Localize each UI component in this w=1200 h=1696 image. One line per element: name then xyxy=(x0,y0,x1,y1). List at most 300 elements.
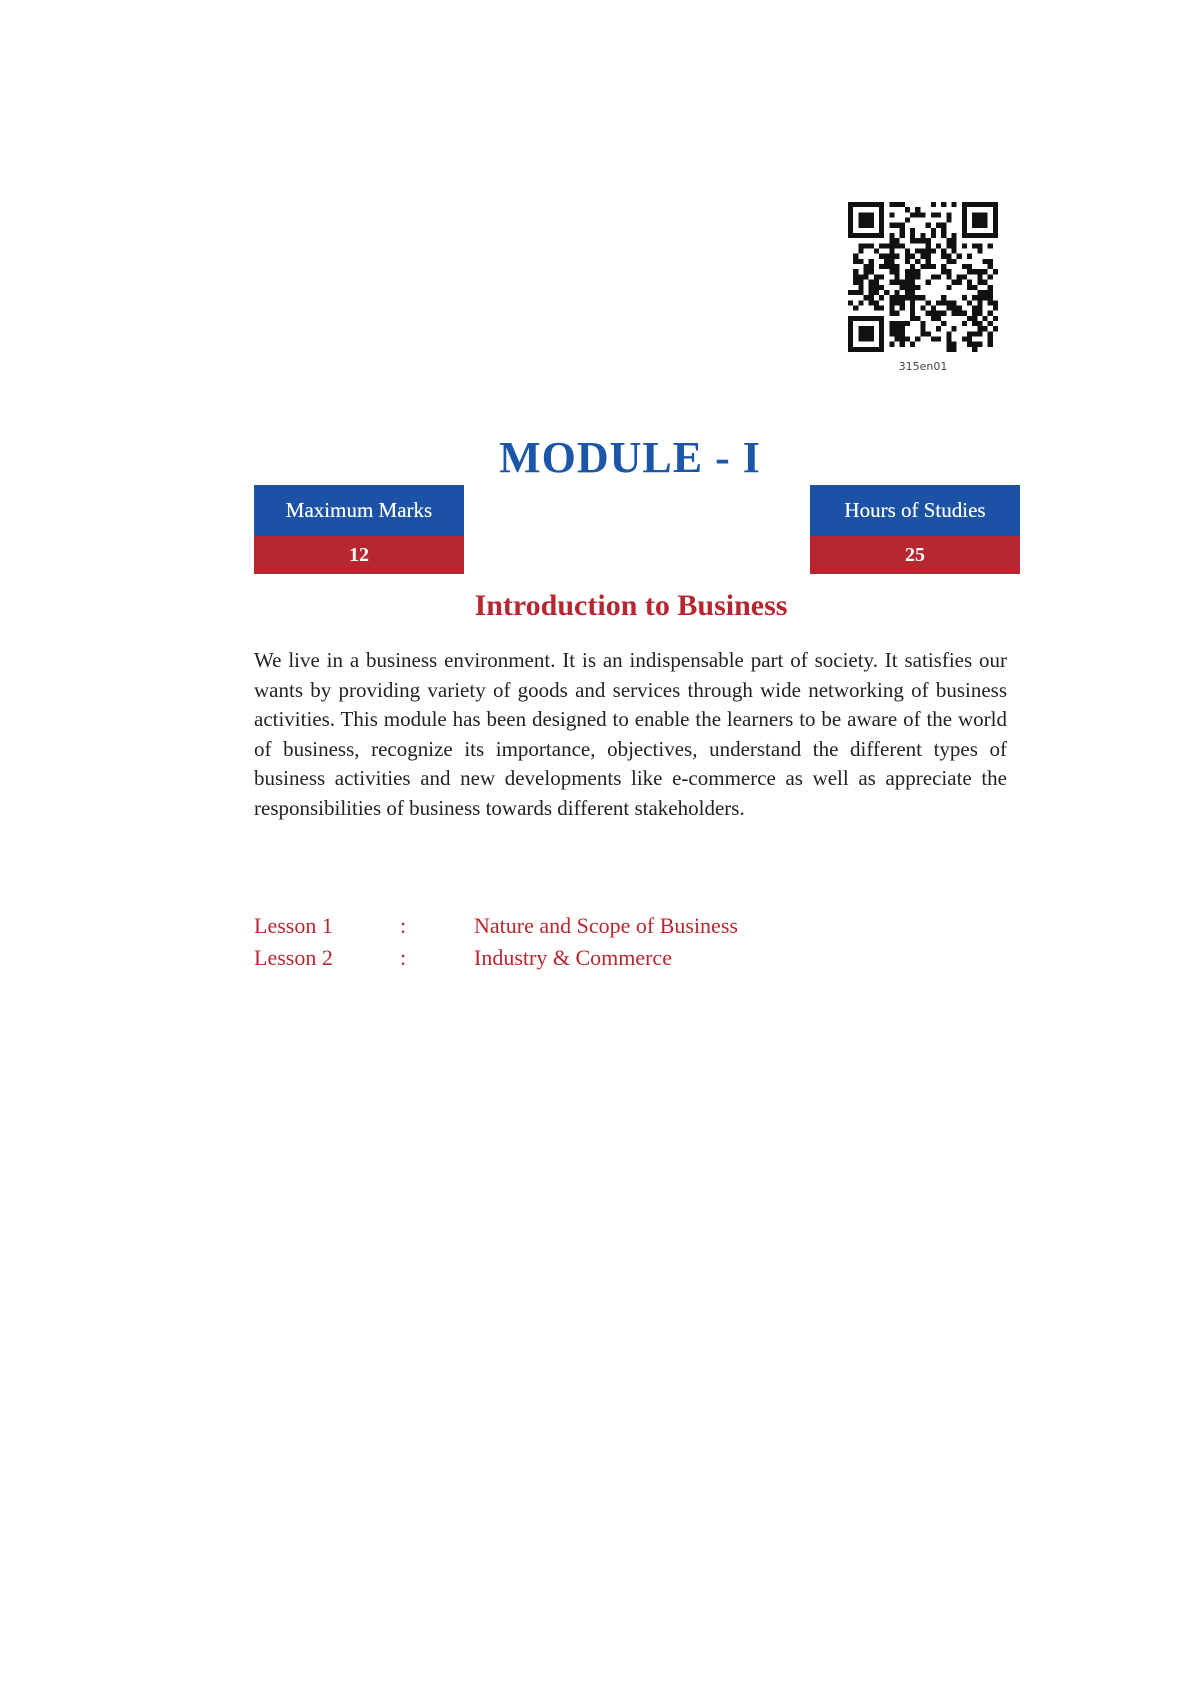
qr-module xyxy=(962,233,967,238)
qr-module xyxy=(915,274,920,279)
qr-module xyxy=(946,212,951,217)
qr-module xyxy=(905,259,910,264)
maximum-marks-box xyxy=(254,485,464,574)
qr-module xyxy=(926,331,931,336)
qr-module xyxy=(972,295,977,300)
qr-module xyxy=(946,254,951,259)
qr-module xyxy=(936,300,941,305)
qr-module xyxy=(957,280,962,285)
qr-module xyxy=(858,290,863,295)
qr-module xyxy=(853,316,858,321)
qr-module xyxy=(962,207,967,212)
qr-module xyxy=(988,259,993,264)
qr-module xyxy=(926,223,931,228)
qr-module xyxy=(879,212,884,217)
qr-module xyxy=(946,259,951,264)
qr-module xyxy=(889,264,894,269)
qr-module xyxy=(915,316,920,321)
qr-module xyxy=(889,300,894,305)
qr-module xyxy=(915,212,920,217)
qr-module xyxy=(869,285,874,290)
qr-module xyxy=(874,290,879,295)
hours-of-studies-value: 25 xyxy=(810,536,1020,574)
qr-module xyxy=(900,280,905,285)
qr-module xyxy=(931,228,936,233)
qr-module xyxy=(910,212,915,217)
qr-module xyxy=(910,305,915,310)
qr-module xyxy=(967,285,972,290)
qr-module xyxy=(858,285,863,290)
qr-module xyxy=(895,254,900,259)
qr-module xyxy=(931,264,936,269)
qr-module xyxy=(869,280,874,285)
qr-module xyxy=(895,321,900,326)
qr-module xyxy=(926,300,931,305)
qr-module xyxy=(941,311,946,316)
qr-module xyxy=(946,238,951,243)
qr-module xyxy=(946,300,951,305)
qr-module xyxy=(858,249,863,254)
qr-module xyxy=(848,202,853,207)
qr-module xyxy=(920,249,925,254)
qr-module xyxy=(864,316,869,321)
qr-module xyxy=(848,233,853,238)
qr-module xyxy=(900,342,905,347)
qr-module xyxy=(895,336,900,341)
qr-module xyxy=(982,233,987,238)
qr-module xyxy=(988,290,993,295)
qr-module xyxy=(910,254,915,259)
qr-module xyxy=(889,321,894,326)
qr-module xyxy=(993,218,998,223)
qr-module xyxy=(957,311,962,316)
qr-module xyxy=(853,280,858,285)
qr-module xyxy=(910,238,915,243)
maximum-marks-value: 12 xyxy=(254,536,464,574)
qr-module xyxy=(858,202,863,207)
qr-module xyxy=(869,243,874,248)
qr-module xyxy=(967,342,972,347)
qr-module xyxy=(972,311,977,316)
qr-module xyxy=(895,202,900,207)
qr-module xyxy=(869,316,874,321)
qr-module xyxy=(858,259,863,264)
qr-module xyxy=(879,342,884,347)
qr-module xyxy=(951,243,956,248)
qr-module xyxy=(988,321,993,326)
qr-module xyxy=(905,285,910,290)
qr-module xyxy=(853,269,858,274)
qr-module xyxy=(941,300,946,305)
qr-module xyxy=(879,218,884,223)
qr-module xyxy=(895,264,900,269)
section-heading: Introduction to Business xyxy=(474,589,788,622)
qr-module xyxy=(900,326,905,331)
qr-module xyxy=(972,243,977,248)
qr-module xyxy=(853,274,858,279)
qr-module xyxy=(858,280,863,285)
qr-module xyxy=(879,254,884,259)
qr-module xyxy=(905,269,910,274)
qr-module xyxy=(910,300,915,305)
qr-module xyxy=(895,274,900,279)
qr-module xyxy=(977,218,982,223)
qr-module xyxy=(920,331,925,336)
qr-module xyxy=(962,223,967,228)
qr-module xyxy=(889,238,894,243)
qr-module xyxy=(874,249,879,254)
qr-module xyxy=(957,305,962,310)
qr-module xyxy=(900,295,905,300)
qr-module xyxy=(900,202,905,207)
qr-module xyxy=(879,305,884,310)
qr-module xyxy=(967,264,972,269)
qr-module xyxy=(926,280,931,285)
qr-module xyxy=(910,264,915,269)
qr-module xyxy=(962,311,967,316)
qr-module xyxy=(951,280,956,285)
qr-module xyxy=(977,290,982,295)
qr-module xyxy=(967,202,972,207)
qr-module xyxy=(884,290,889,295)
qr-module xyxy=(879,347,884,352)
qr-module xyxy=(879,326,884,331)
qr-module xyxy=(941,249,946,254)
qr-module xyxy=(853,259,858,264)
hours-of-studies-box xyxy=(810,485,1020,574)
qr-module xyxy=(977,269,982,274)
qr-module xyxy=(900,331,905,336)
qr-module xyxy=(972,285,977,290)
qr-module xyxy=(951,347,956,352)
qr-module xyxy=(864,243,869,248)
qr-module xyxy=(910,290,915,295)
qr-module xyxy=(895,280,900,285)
qr-module xyxy=(988,274,993,279)
qr-module xyxy=(858,326,863,331)
qr-module xyxy=(972,331,977,336)
qr-module xyxy=(967,280,972,285)
qr-module xyxy=(926,238,931,243)
qr-module xyxy=(853,254,858,259)
qr-module xyxy=(910,295,915,300)
qr-module xyxy=(889,305,894,310)
qr-module xyxy=(931,233,936,238)
qr-module xyxy=(962,212,967,217)
qr-module xyxy=(879,331,884,336)
qr-module xyxy=(972,316,977,321)
qr-module xyxy=(910,228,915,233)
qr-module xyxy=(910,274,915,279)
qr-module xyxy=(977,274,982,279)
qr-module xyxy=(869,218,874,223)
hours-of-studies-label: Hours of Studies xyxy=(810,485,1020,536)
qr-module xyxy=(879,243,884,248)
qr-module xyxy=(900,243,905,248)
qr-module xyxy=(931,212,936,217)
qr-module xyxy=(977,305,982,310)
qr-module xyxy=(858,331,863,336)
qr-module xyxy=(951,202,956,207)
qr-module xyxy=(951,326,956,331)
qr-module xyxy=(848,207,853,212)
qr-module xyxy=(889,249,894,254)
qr-module xyxy=(889,295,894,300)
qr-module xyxy=(900,321,905,326)
qr-code-block xyxy=(848,202,998,373)
qr-module xyxy=(993,228,998,233)
qr-module xyxy=(972,347,977,352)
qr-module xyxy=(869,326,874,331)
qr-module xyxy=(941,223,946,228)
qr-module xyxy=(848,342,853,347)
qr-module xyxy=(864,202,869,207)
qr-module xyxy=(926,311,931,316)
qr-module xyxy=(858,233,863,238)
qr-module xyxy=(988,243,993,248)
qr-module xyxy=(915,269,920,274)
qr-module xyxy=(946,243,951,248)
lesson-separator: : xyxy=(400,945,407,970)
qr-module xyxy=(936,336,941,341)
qr-module xyxy=(936,311,941,316)
qr-module xyxy=(874,274,879,279)
qr-module xyxy=(977,233,982,238)
qr-module xyxy=(977,342,982,347)
qr-module xyxy=(967,316,972,321)
qr-module xyxy=(910,342,915,347)
qr-module xyxy=(946,342,951,347)
qr-module xyxy=(895,290,900,295)
qr-module xyxy=(972,305,977,310)
qr-module xyxy=(931,311,936,316)
qr-module xyxy=(910,280,915,285)
qr-module xyxy=(967,254,972,259)
qr-module xyxy=(895,223,900,228)
qr-module xyxy=(920,305,925,310)
qr-module xyxy=(977,331,982,336)
qr-module xyxy=(993,202,998,207)
qr-module xyxy=(977,295,982,300)
qr-module xyxy=(869,331,874,336)
qr-module xyxy=(889,331,894,336)
qr-module xyxy=(869,347,874,352)
qr-module xyxy=(889,233,894,238)
qr-module xyxy=(848,223,853,228)
qr-module xyxy=(951,311,956,316)
qr-module xyxy=(993,305,998,310)
qr-module xyxy=(951,342,956,347)
lesson-separator: : xyxy=(400,913,407,938)
qr-module xyxy=(905,336,910,341)
qr-module xyxy=(884,259,889,264)
qr-module xyxy=(982,295,987,300)
qr-module xyxy=(967,300,972,305)
qr-module xyxy=(869,233,874,238)
qr-module xyxy=(889,243,894,248)
qr-module xyxy=(905,280,910,285)
qr-module xyxy=(941,269,946,274)
qr-module xyxy=(972,269,977,274)
qr-module xyxy=(988,300,993,305)
qr-module xyxy=(977,311,982,316)
lesson-entry xyxy=(254,911,854,941)
qr-module xyxy=(848,347,853,352)
qr-module xyxy=(889,326,894,331)
qr-module xyxy=(962,228,967,233)
qr-module xyxy=(910,311,915,316)
qr-module xyxy=(905,207,910,212)
qr-module xyxy=(905,254,910,259)
qr-module xyxy=(884,243,889,248)
qr-module xyxy=(889,269,894,274)
qr-module xyxy=(977,326,982,331)
qr-module xyxy=(988,311,993,316)
qr-module xyxy=(848,326,853,331)
qr-module xyxy=(895,326,900,331)
qr-module xyxy=(889,223,894,228)
qr-module xyxy=(864,295,869,300)
qr-module xyxy=(848,212,853,217)
qr-module xyxy=(895,238,900,243)
qr-module xyxy=(874,316,879,321)
qr-module xyxy=(879,274,884,279)
qr-module xyxy=(941,321,946,326)
qr-module xyxy=(879,336,884,341)
qr-module xyxy=(869,223,874,228)
qr-module xyxy=(972,202,977,207)
qr-module xyxy=(988,264,993,269)
qr-module xyxy=(946,336,951,341)
qr-module xyxy=(982,280,987,285)
qr-module xyxy=(889,259,894,264)
qr-module xyxy=(864,212,869,217)
qr-module xyxy=(920,238,925,243)
qr-module xyxy=(926,254,931,259)
qr-module xyxy=(874,305,879,310)
qr-module xyxy=(879,295,884,300)
qr-module xyxy=(936,326,941,331)
qr-module xyxy=(864,331,869,336)
qr-module xyxy=(988,295,993,300)
qr-module xyxy=(962,264,967,269)
qr-module xyxy=(946,285,951,290)
qr-module xyxy=(977,243,982,248)
qr-module xyxy=(962,295,967,300)
qr-module xyxy=(895,300,900,305)
qr-module xyxy=(869,269,874,274)
qr-module xyxy=(993,326,998,331)
qr-module xyxy=(941,254,946,259)
qr-module xyxy=(905,249,910,254)
qr-module xyxy=(982,223,987,228)
qr-module xyxy=(853,233,858,238)
qr-module xyxy=(982,269,987,274)
qr-module xyxy=(967,331,972,336)
qr-module xyxy=(848,331,853,336)
qr-module xyxy=(874,280,879,285)
qr-module xyxy=(915,238,920,243)
qr-module xyxy=(988,342,993,347)
qr-module xyxy=(946,331,951,336)
qr-module xyxy=(889,342,894,347)
lesson-title: Nature and Scope of Business xyxy=(474,913,738,938)
qr-module xyxy=(962,321,967,326)
qr-module xyxy=(900,336,905,341)
qr-module xyxy=(879,233,884,238)
qr-module xyxy=(993,207,998,212)
lesson-entry xyxy=(254,943,854,973)
qr-module xyxy=(962,243,967,248)
qr-module xyxy=(889,212,894,217)
qr-module xyxy=(879,264,884,269)
qr-module xyxy=(858,274,863,279)
qr-module xyxy=(889,311,894,316)
qr-module xyxy=(967,233,972,238)
qr-module xyxy=(941,264,946,269)
qr-module xyxy=(864,218,869,223)
qr-module xyxy=(879,223,884,228)
qr-module xyxy=(951,305,956,310)
qr-module xyxy=(864,274,869,279)
qr-module xyxy=(920,295,925,300)
qr-module xyxy=(895,331,900,336)
qr-module xyxy=(869,264,874,269)
qr-module xyxy=(853,305,858,310)
qr-module xyxy=(941,233,946,238)
qr-module xyxy=(972,212,977,217)
qr-module xyxy=(951,233,956,238)
qr-module xyxy=(962,274,967,279)
qr-module xyxy=(993,300,998,305)
qr-module xyxy=(869,290,874,295)
qr-module xyxy=(941,202,946,207)
qr-module xyxy=(905,290,910,295)
qr-module xyxy=(926,249,931,254)
qr-module xyxy=(972,342,977,347)
qr-module xyxy=(900,300,905,305)
lesson-title: Industry & Commerce xyxy=(474,945,672,970)
qr-module xyxy=(848,321,853,326)
qr-module xyxy=(895,269,900,274)
qr-module xyxy=(858,218,863,223)
qr-module xyxy=(853,202,858,207)
qr-module xyxy=(977,212,982,217)
qr-module xyxy=(988,331,993,336)
qr-module xyxy=(848,316,853,321)
qr-module xyxy=(946,218,951,223)
qr-module xyxy=(910,269,915,274)
qr-module xyxy=(864,336,869,341)
qr-module xyxy=(869,202,874,207)
qr-module xyxy=(905,218,910,223)
qr-module xyxy=(910,233,915,238)
qr-module xyxy=(946,347,951,352)
qr-module xyxy=(900,233,905,238)
lesson-number: Lesson 1 xyxy=(254,913,333,938)
qr-module xyxy=(946,269,951,274)
qr-module xyxy=(977,280,982,285)
qr-module xyxy=(869,336,874,341)
qr-module xyxy=(879,202,884,207)
qr-module xyxy=(858,336,863,341)
qr-module xyxy=(884,264,889,269)
qr-module xyxy=(900,228,905,233)
qr-module xyxy=(879,285,884,290)
qr-module xyxy=(946,274,951,279)
qr-module xyxy=(977,321,982,326)
qr-module xyxy=(962,218,967,223)
